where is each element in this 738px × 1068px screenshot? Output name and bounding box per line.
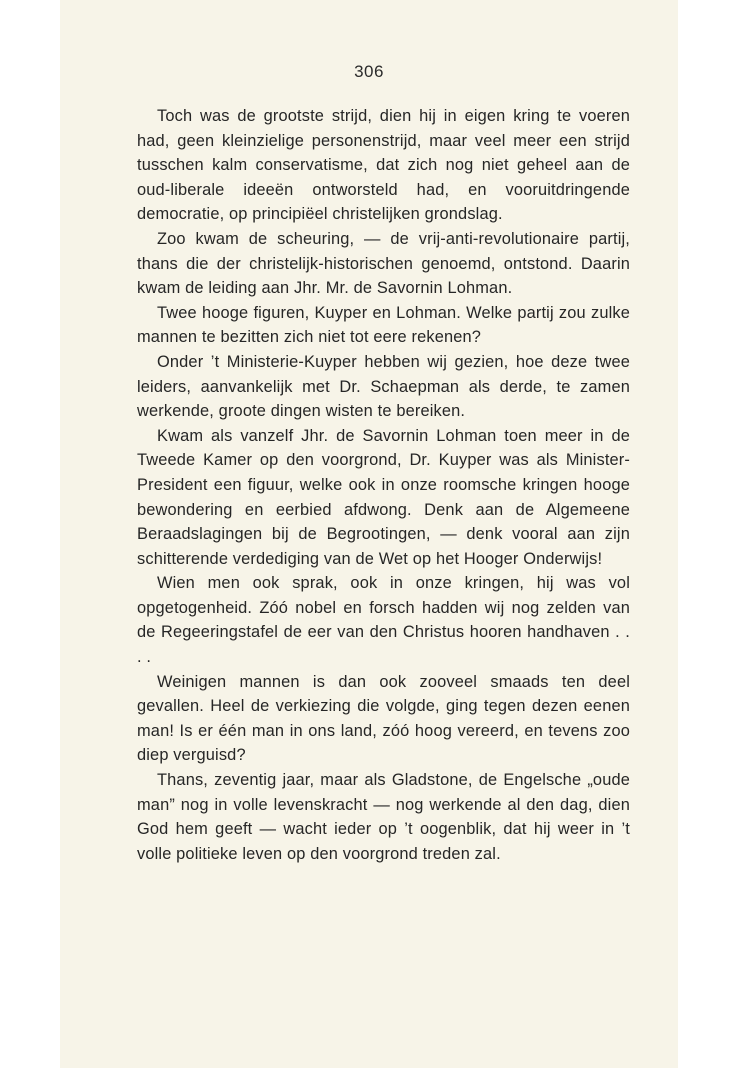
paragraph-8: Thans, zeventig jaar, maar als Gladstone, de Engelsche „oude man” nog in volle levenskracht — nog werkende al den dag, dien God hem geeft — wacht ieder op ’t oogenblik, dat hij weer in ’t volle politieke leven op den voorgrond treden zal. (137, 771, 630, 863)
paragraph-3: Twee hooge figuren, Kuyper en Lohman. Welke partij zou zulke mannen te bezitten zich niet tot eere rekenen? (137, 303, 630, 347)
paragraph-1: Toch was de grootste strijd, dien hij in eigen kring te voeren had, geen kleinzielige personenstrijd, maar veel meer een strijd tusschen kalm conservatisme, dat zich nog niet geheel aan de oud-liberale ideeën ontworsteld had, en vooruitdringende democratie, op principiëel christelijken grondslag. (137, 107, 630, 224)
page-number: 306 (354, 62, 384, 81)
body-text (137, 104, 630, 866)
paragraph-7: Weinigen mannen is dan ook zooveel smaads ten deel gevallen. Heel de verkiezing die volgde, ging tegen dezen eenen man! Is er één man in ons land, zóó hoog vereerd, en tevens zoo diep verguisd? (137, 672, 630, 765)
paragraph-2: Zoo kwam de scheuring, — de vrij-anti-revolutionaire partij, thans die der christelijk-historischen genoemd, ontstond. Daarin kwam de leiding aan Jhr. Mr. de Savornin Lohman. (137, 229, 630, 298)
paragraph-6: Wien men ook sprak, ook in onze kringen, hij was vol opgetogenheid. Zóó nobel en forsch hadden wij nog zelden van de Regeeringstafel de eer van den Christus hooren handhaven . . . . (137, 574, 630, 667)
paragraph-5: Kwam als vanzelf Jhr. de Savornin Lohman toen meer in de Tweede Kamer op den voorgrond, Dr. Kuyper was als Minister-President een figuur, welke ook in onze roomsche kringen hooge bewondering en eerbied afdwong. Denk aan de Algemeene Beraadslagingen bij de Begrootingen, — denk vooral aan zijn schitterende verdediging van de Wet op het Hooger Onderwijs! (137, 426, 630, 568)
paragraph-4: Onder ’t Ministerie-Kuyper hebben wij gezien, hoe deze twee leiders, aanvankelijk met Dr. Schaepman als derde, te zamen werkende, groote dingen wisten te bereiken. (137, 352, 630, 421)
book-page (60, 0, 678, 1068)
